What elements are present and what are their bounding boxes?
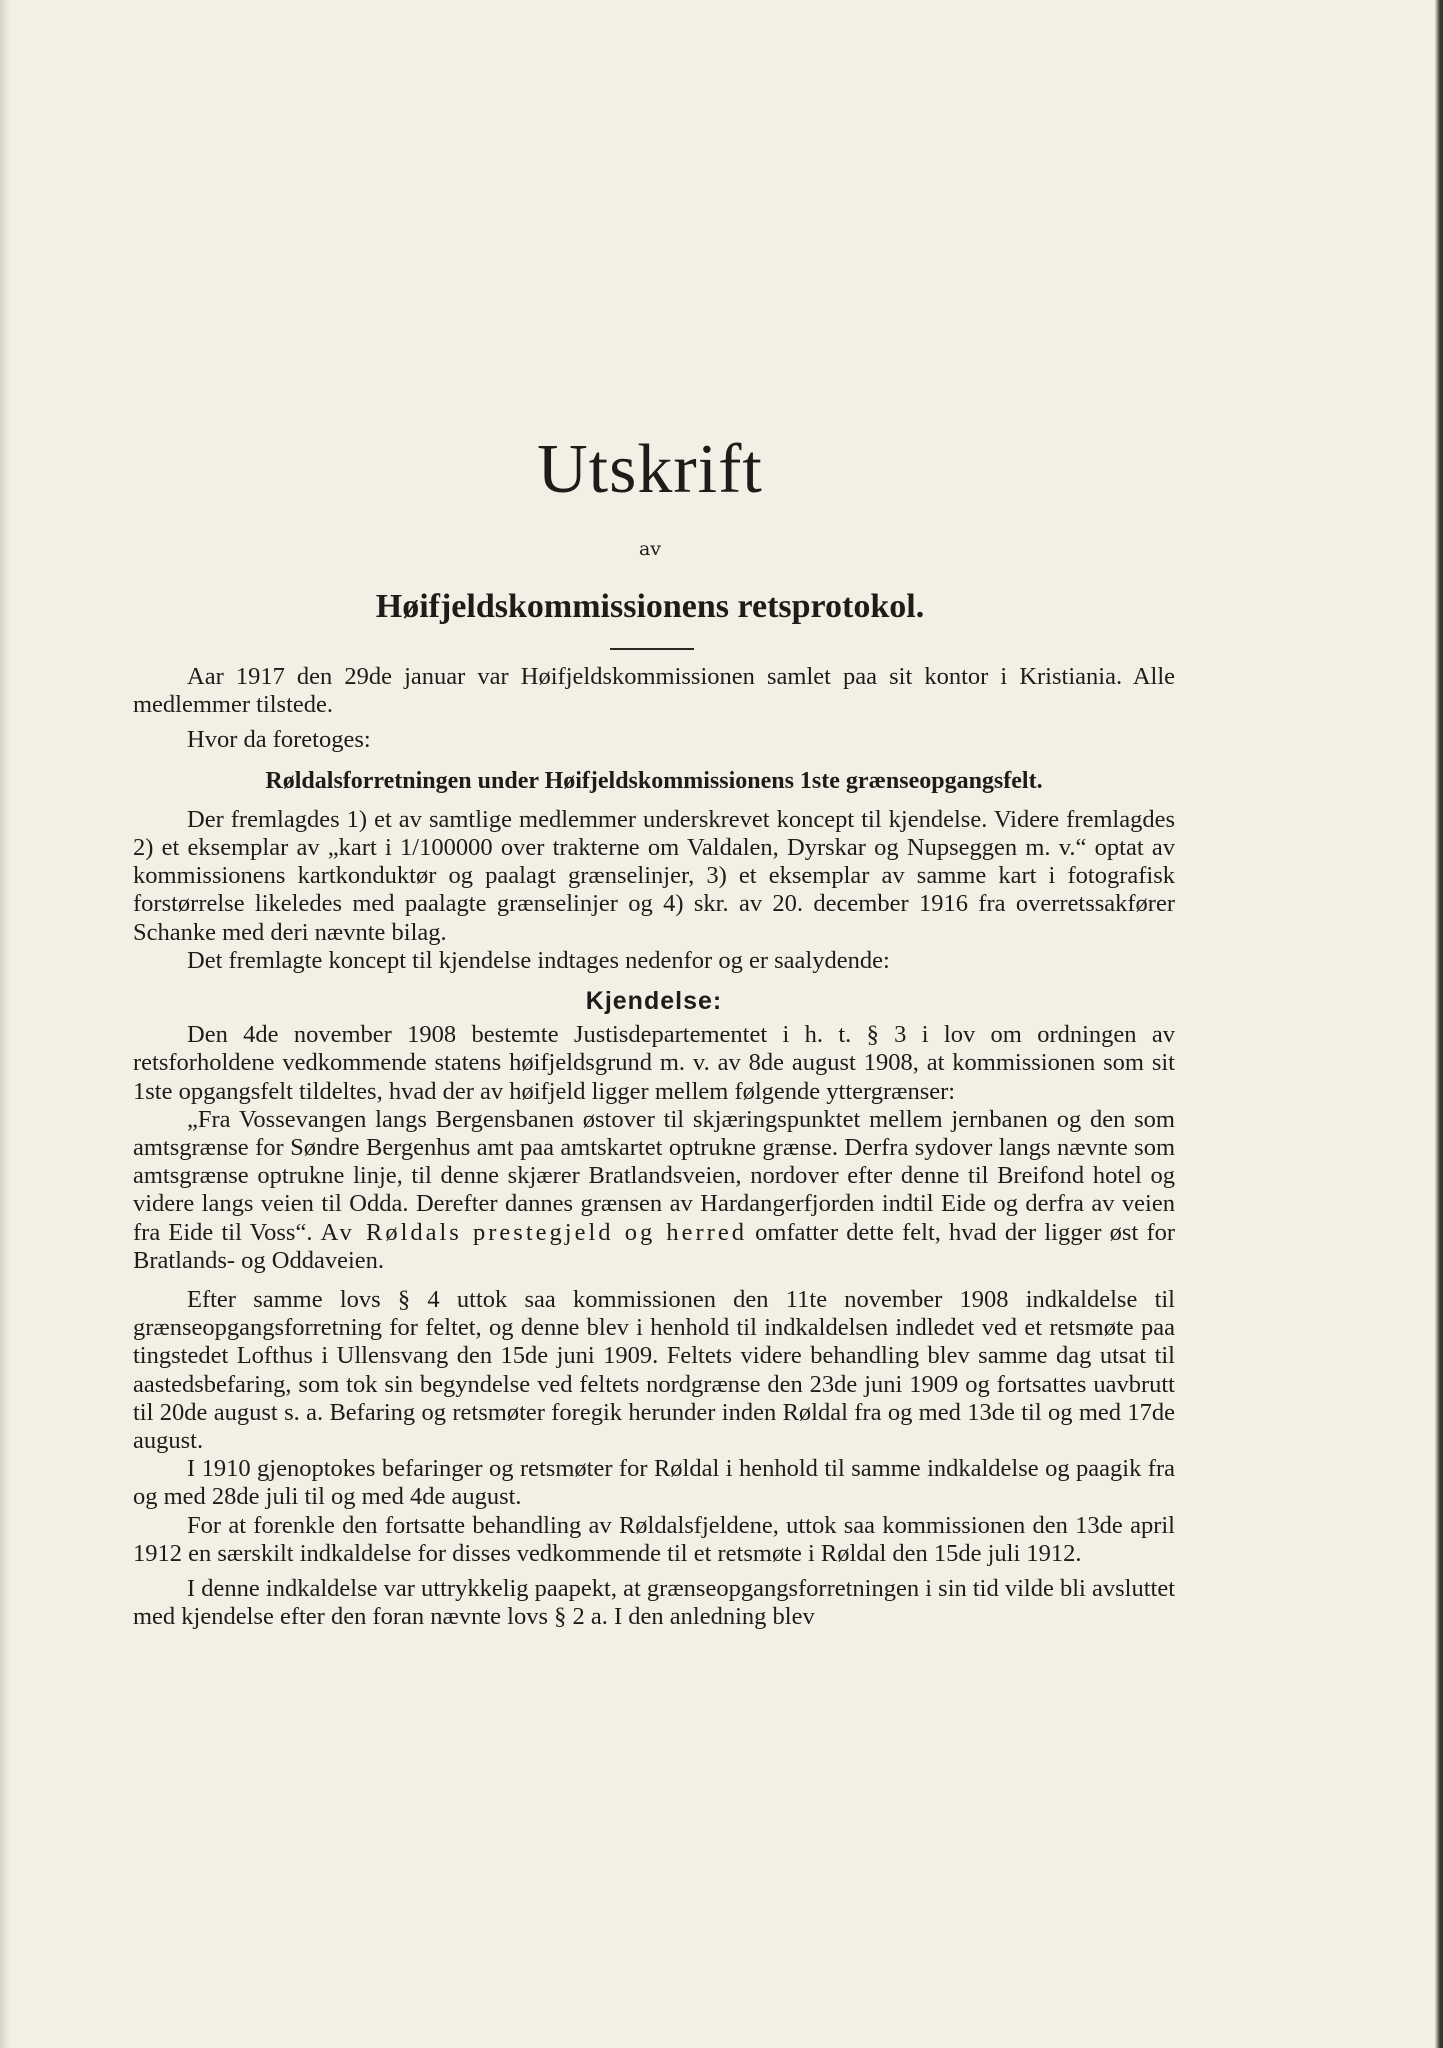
section-heading-roldal: Røldalsforretningen under Høifjeldskommissionens 1ste grænseopgangsfelt. (265, 767, 1043, 794)
paragraph-proceedings: Hvor da foretoges: (187, 726, 371, 754)
paragraph-meeting: Aar 1917 den 29de januar var Høifjeldskommissionen samlet paa sit kontor i Kristiania. Alle medlemmer tilstede. (133, 663, 1175, 719)
title-divider (610, 648, 694, 650)
paragraph-submissions: Der fremlagdes 1) et av samtlige medlemmer underskrevet koncept til kjendelse. Videre fremlagdes 2) et eksemplar av „kart i 1/100000 over trakterne om Valdalen, Dyrskar og Nupseggen m. v.“ optat av kommissionens kartkonduktør og paalagt grænselinjer, 3) et eksemplar av samme kart i fotografisk forstørrelse likeledes med paalagte grænselinjer og 4) skr. av 20. december 1916 fra overretssakfører Schanke med deri nævnte bilag. (133, 805, 1175, 946)
document-body (133, 663, 1175, 1632)
document-title: Utskrift (537, 431, 763, 508)
paragraph-ruling-intro: Den 4de november 1908 bestemte Justisdepartementet i h. t. § 3 i lov om ordningen av retsforholdene vedkommende statens høifjeldsgrund m. v. av 8de august 1908, at kommissionen som sit 1ste opgangsfelt tildeltes, hvad der av høifjeld ligger mellem følgende yttergrænser: (133, 1021, 1175, 1105)
paragraph-summons: Efter samme lovs § 4 uttok saa kommissionen den 11te november 1908 indkaldelse til grænseopgangsforretning for feltet, og denne blev i henhold til indkaldelsen indledet ved et retsmøte paa tingstedet Lofthus i Ullensvang den 15de juni 1909. Feltets videre behandling blev samme dag utsat til aastedsbefaring, som tok sin begyndelse ved feltets nordgrænse den 23de juni 1909 og fortsattes uavbrutt til 20de august s. a. Befaring og retsmøter foregik herunder inden Røldal fra og med 13de til og med 17de august. (133, 1286, 1175, 1455)
paragraph-concept: Det fremlagte koncept til kjendelse indtages nedenfor og er saalydende: (187, 946, 890, 974)
page-edge-right (1435, 0, 1443, 2048)
paragraph-boundary-quote (133, 1106, 1175, 1275)
paragraph-1910: I 1910 gjenoptokes befaringer og retsmøter for Røldal i henhold til samme indkaldelse og paagik fra og med 28de juli til og med 4de august. (133, 1455, 1175, 1511)
section-heading-kjendelse: Kjendelse: (585, 987, 723, 1016)
paragraph-1912: For at forenkle den fortsatte behandling av Røldalsfjeldene, uttok saa kommissionen den 13de april 1912 en særskilt indkaldelse for disses vedkommende til et retsmøte i Røldal den 15de juli 1912. (133, 1511, 1175, 1567)
paragraph-summons-note: I denne indkaldelse var uttrykkelig paapekt, at grænseopgangsforretningen i sin tid vilde bli avsluttet med kjendelse efter den foran nævnte lovs § 2 a. I den anledning blev (133, 1575, 1175, 1631)
boundary-quote-text: „Fra Vossevangen langs Bergensbanen østover til skjæringspunktet mellem jernbanen og den som amtsgrænse for Søndre Bergenhus amt paa amtskartet optrukne grænse. Derfra sydover langs nævnte som amtsgrænse optrukne linje, til denne skjærer Bratlandsveien, nordover efter denne til Breifond hotel og videre langs veien til Odda. Derefter dannes grænsen av Hardangerfjorden indtil Eide og derfra av veien fra Eide til Voss“. (133, 1105, 1175, 1246)
title-connector: av (638, 538, 662, 560)
boundary-quote-end: omfatter dette felt, hvad der ligger øst for Bratlands- og Oddaveien. (133, 1218, 1176, 1274)
document-subtitle: Høifjeldskommissionens retsprotokol. (375, 588, 925, 625)
page-edge-left (0, 0, 10, 2048)
boundary-quote-spaced: Av Røldals prestegjeld og herred (320, 1218, 747, 1246)
